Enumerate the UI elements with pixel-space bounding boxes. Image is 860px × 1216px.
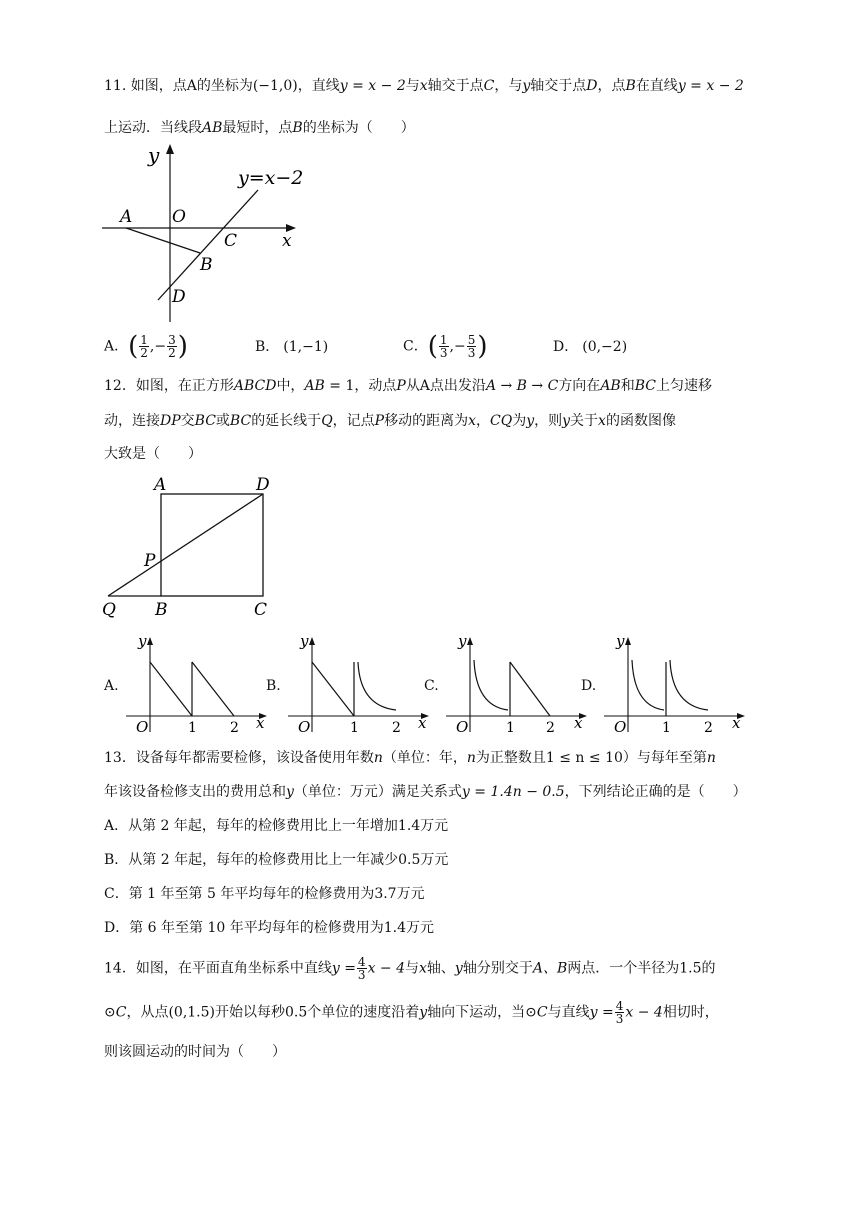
q12-text: 上匀速移 <box>655 378 712 394</box>
tick-1: 1 <box>350 720 359 736</box>
numerator: 4 <box>357 955 366 969</box>
numerator: 5 <box>467 333 476 347</box>
label-y: y <box>138 632 147 650</box>
q12-line3 <box>104 444 202 464</box>
var-x: x <box>468 413 476 429</box>
points-ab: A、B <box>532 960 568 977</box>
q14-text: 相切时， <box>662 1004 719 1021</box>
tick-1: 1 <box>506 720 515 736</box>
q12-graph-a <box>124 632 272 736</box>
q12-option-b[interactable]: B. <box>266 678 281 694</box>
q14-line2 <box>104 1000 719 1025</box>
var-y: y <box>454 960 463 977</box>
var-y: y <box>526 413 535 429</box>
square-abcd: ABCD <box>233 378 277 394</box>
q12-option-a[interactable]: A. <box>104 678 119 694</box>
equation-lhs: y = <box>331 960 356 977</box>
q14-text: 与直线 <box>547 1004 590 1021</box>
range-n: 1 ≤ n ≤ 10 <box>545 750 623 766</box>
fig-label-o: O <box>172 207 186 227</box>
option-value: (1,−1) <box>283 339 329 355</box>
q11-text: 11. 如图，点A的坐标为 <box>104 78 253 94</box>
q13-option-b[interactable]: B．从第 2 年起，每年的检修费用比上一年减少0.5万元 <box>104 852 449 868</box>
fig-label-c: C <box>254 600 268 620</box>
fig-label-x: x <box>282 231 292 251</box>
y-axis-arrow <box>166 144 174 154</box>
segment-bc: BC <box>634 378 656 394</box>
fig-label-q: Q <box>102 600 116 620</box>
tick-2: 2 <box>230 720 239 736</box>
segment-bc: BC <box>194 413 216 429</box>
q13-text: ）与每年至第 <box>622 750 707 766</box>
label-x: x <box>418 714 427 732</box>
q14-text: 轴、 <box>426 960 455 977</box>
q12-text: 动，连接 <box>104 413 160 429</box>
q13-text: （单位：万元）满足关系式 <box>293 784 462 800</box>
graph-curve-1 <box>632 660 664 710</box>
q12-text: ， <box>476 413 490 429</box>
q12-text: 从A点出发沿 <box>405 378 486 394</box>
denominator: 3 <box>357 968 366 982</box>
var-y: y <box>286 784 294 800</box>
fraction <box>357 956 367 981</box>
y-axis-arrow <box>147 637 153 645</box>
q11-text: 与 <box>405 78 420 94</box>
q12-option-c[interactable]: C. <box>424 678 439 694</box>
denominator: 2 <box>140 346 148 360</box>
q14-text: 与 <box>405 960 419 977</box>
fig-label-eq: y=x−2 <box>238 167 304 189</box>
fig-label-b: B <box>200 255 213 275</box>
segment-bc: BC <box>229 413 252 429</box>
var-x: x <box>598 413 606 429</box>
var-x: x <box>419 78 428 94</box>
q12-text: 的延长线于 <box>251 413 322 429</box>
y-axis-arrow <box>309 637 315 645</box>
option-letter: B． <box>255 339 280 355</box>
q11-figure <box>100 140 320 330</box>
var-y: y <box>419 1004 428 1021</box>
fig-label-b: B <box>155 600 168 620</box>
q14-text: ，从点(0,1.5)开始以每秒0.5个单位的速度沿着 <box>126 1004 420 1021</box>
point-c: C <box>483 78 495 94</box>
q13-text: 13．设备每年都需要检修，该设备使用年数 <box>104 750 374 766</box>
q12-text: = 1，动点 <box>324 378 397 394</box>
q12-text: 大致是（ ） <box>104 446 202 462</box>
q12-line2 <box>104 411 676 431</box>
q13-line1 <box>104 748 716 768</box>
q11-text: 轴交于点 <box>427 78 484 94</box>
q11-option-c[interactable]: C．( $\frac{1}{3}$ ,− $\frac{5}{3}$ ) <box>403 331 488 362</box>
label-o: O <box>298 718 311 736</box>
q12-text: 移动的距离为 <box>384 413 469 429</box>
numerator: 3 <box>168 333 176 347</box>
q12-text: 12．如图，在正方形 <box>104 378 234 394</box>
equation-rhs: x − 4 <box>367 960 405 977</box>
q14-text: 两点．一个半径为1.5的 <box>567 960 716 977</box>
q12-graph-b <box>286 632 434 736</box>
line-equation: y = x − 2 <box>339 78 406 94</box>
q12-line1 <box>104 376 712 396</box>
tick-2: 2 <box>546 720 555 736</box>
q12-text: 和 <box>620 378 635 394</box>
q11-line2 <box>104 118 415 138</box>
segment-dq <box>108 494 263 596</box>
q12-graph-d <box>602 632 750 736</box>
graph-line <box>510 662 550 716</box>
equation-rhs: x − 4 <box>625 1004 663 1021</box>
var-y: y <box>522 78 531 94</box>
circle-c: ⊙C <box>104 1004 127 1021</box>
label-x: x <box>256 714 265 732</box>
segment-ab: AB <box>600 378 621 394</box>
label-x: x <box>732 714 741 732</box>
label-o: O <box>614 718 627 736</box>
denominator: 2 <box>168 346 176 360</box>
q13-text: 年该设备检修支出的费用总和 <box>104 784 286 800</box>
relation-equation: y = 1.4n − 0.5 <box>461 784 565 800</box>
equation-lhs: y = <box>589 1004 614 1021</box>
var-n: n <box>706 750 716 766</box>
q12-text: 方向在 <box>558 378 601 394</box>
q12-text: ，则 <box>534 413 563 429</box>
q11-text: 上运动．当线段 <box>104 120 202 136</box>
point-d: D <box>586 78 598 94</box>
q12-text: 中， <box>276 378 305 394</box>
numerator: 1 <box>140 333 148 347</box>
point-q: Q <box>321 413 333 429</box>
point-p: P <box>374 413 385 429</box>
y-axis-arrow <box>625 637 631 645</box>
fig-label-a: A <box>154 475 167 495</box>
numerator: 1 <box>439 333 448 347</box>
fraction <box>139 334 149 359</box>
q14-line3 <box>104 1042 286 1062</box>
tick-2: 2 <box>392 720 401 736</box>
fig-label-d: D <box>172 287 186 307</box>
q14-text: 轴向下运动，当⊙ <box>427 1004 537 1021</box>
q11-option-b[interactable] <box>255 337 328 357</box>
q12-text: 或 <box>215 413 230 429</box>
var-n: n <box>466 750 476 766</box>
fraction <box>467 334 477 359</box>
numerator: 4 <box>615 999 624 1013</box>
q12-square-figure <box>100 472 290 620</box>
q12-text: ，记点 <box>332 413 375 429</box>
separator: ,− <box>149 338 167 355</box>
graph-curve <box>474 660 508 710</box>
fraction <box>615 1000 625 1025</box>
segment-ab: AB <box>304 378 325 394</box>
q11-text: 在直线 <box>635 78 678 94</box>
q11-text: ，点 <box>597 78 626 94</box>
option-value: (0,−2) <box>582 339 628 355</box>
q11-text: 轴交于点 <box>530 78 587 94</box>
option-letter: A． <box>104 338 129 355</box>
graph-line <box>312 662 354 716</box>
var-n: n <box>373 750 383 766</box>
q13-option-a[interactable]: A．从第 2 年起，每年的检修费用比上一年增加1.4万元 <box>104 818 449 834</box>
tick-2: 2 <box>704 720 713 736</box>
point-b: B <box>625 78 636 94</box>
label-x: x <box>574 714 583 732</box>
tick-1: 1 <box>188 720 197 736</box>
graph-curve <box>358 662 396 710</box>
fig-label-a: A <box>120 207 133 227</box>
label-o: O <box>456 718 469 736</box>
label-y: y <box>458 632 467 650</box>
q14-text: 14．如图，在平面直角坐标系中直线 <box>104 960 332 977</box>
var-x: x <box>419 960 427 977</box>
q11-text: ，与 <box>494 78 523 94</box>
y-axis-arrow <box>467 637 473 645</box>
q13-option-c[interactable]: C．第 1 年至第 5 年平均每年的检修费用为3.7万元 <box>104 886 425 902</box>
circle-c: C <box>536 1004 548 1021</box>
denominator: 3 <box>467 346 476 360</box>
fraction <box>439 334 449 359</box>
fig-label-c: C <box>224 231 238 251</box>
fig-label-d: D <box>256 475 270 495</box>
q12-option-d[interactable]: D. <box>581 678 597 694</box>
denominator: 3 <box>615 1012 624 1026</box>
q13-text: （单位：年， <box>382 750 467 766</box>
fig-label-y: y <box>148 143 160 167</box>
option-letter: C． <box>403 338 428 355</box>
segment-dp: DP <box>160 413 181 429</box>
denominator: 3 <box>439 346 448 360</box>
q11-text: 最短时，点 <box>222 120 293 136</box>
graph-curve-2 <box>670 660 708 710</box>
point-p: P <box>396 378 406 394</box>
q11-option-a[interactable]: A．( $\frac{1}{2}$ ,− $\frac{3}{2}$ ) <box>104 331 188 362</box>
separator: ,− <box>449 338 466 355</box>
fig-label-p: P <box>144 551 156 571</box>
segment-ab <box>126 228 200 253</box>
q14-text: 则该圆运动的时间为（ ） <box>104 1044 286 1060</box>
q13-text: 为正整数且 <box>475 750 546 766</box>
q11-text: 的坐标为（ ） <box>302 120 415 136</box>
path-abc: A → B → C <box>485 378 559 394</box>
q11-line1 <box>104 76 744 96</box>
q12-text: 交 <box>180 413 195 429</box>
point-a-coord: (−1,0) <box>252 78 298 94</box>
tick-1: 1 <box>662 720 671 736</box>
q12-text: 为 <box>512 413 527 429</box>
var-y: y <box>562 413 571 429</box>
q12-text: 关于 <box>570 413 599 429</box>
label-y: y <box>300 632 309 650</box>
q14-text: 轴分别交于 <box>462 960 533 977</box>
q14-line1 <box>104 956 716 981</box>
q12-text: 的函数图像 <box>605 413 676 429</box>
label-y: y <box>616 632 625 650</box>
segment-ab: AB <box>202 120 223 136</box>
square-abcd <box>161 494 263 596</box>
fraction <box>167 334 177 359</box>
q11-text: ，直线 <box>297 78 340 94</box>
q13-option-d[interactable]: D．第 6 年至第 10 年平均每年的检修费用为1.4万元 <box>104 920 435 936</box>
line-equation: y = x − 2 <box>677 78 744 94</box>
q13-text: ，下列结论正确的是（ ） <box>564 784 747 800</box>
q11-option-d[interactable] <box>553 337 627 357</box>
label-o: O <box>136 718 149 736</box>
option-letter: D． <box>553 339 579 355</box>
point-b: B <box>292 120 303 136</box>
q13-line2 <box>104 782 747 802</box>
segment-cq: CQ <box>490 413 513 429</box>
q12-graph-c <box>444 632 592 736</box>
